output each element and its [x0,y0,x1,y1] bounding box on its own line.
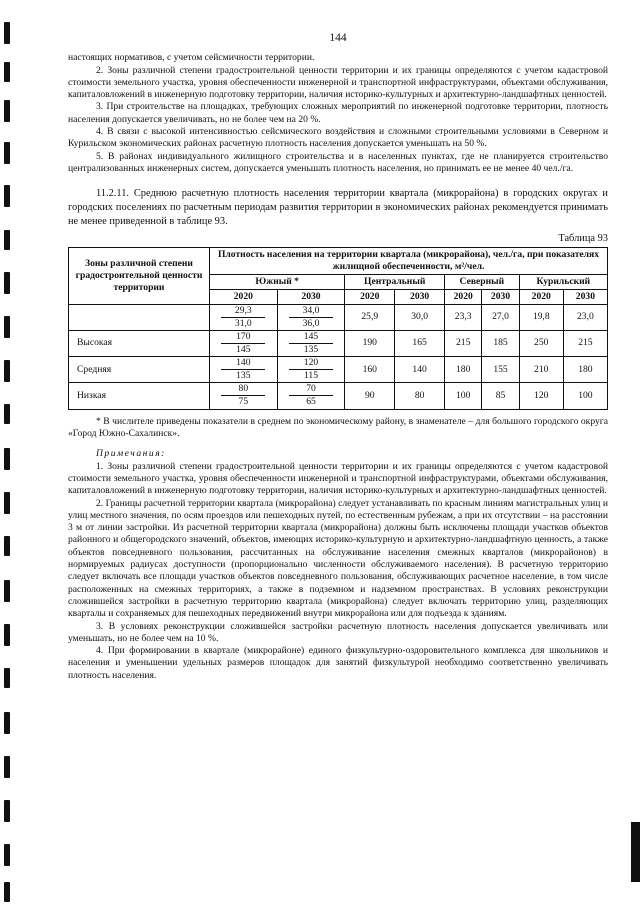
value-cell: 90 [345,383,395,409]
value-denominator: 75 [238,396,249,408]
density-table [68,247,608,410]
year-header: 2020 [210,289,278,304]
zone-cell [69,304,210,330]
value-cell: 25,9 [345,304,395,330]
note-paragraph: 4. При формировании в квартале (микрорайоне) единого физкультурно-оздоровительного комплекса для школьников и населения и уменьшении удельных размеров площадок для занятий физкультурой необходимо соответственно увеличивать плотность населения. [68,645,608,681]
value-cell: 27,0 [482,304,519,330]
value-denominator: 135 [236,370,251,382]
value-cell: 120 [519,383,563,409]
value-cell: 100 [445,383,482,409]
table-row [69,304,608,330]
value-cell: 160 [345,357,395,383]
note-paragraph: 1. Зоны различной степени градостроительной ценности территории и их границы определяются с учетом кадастровой стоимости земельного участка, уровня обеспеченности инженерной и транспортной инфраструктурами, объектами обслуживания, капиталовложений в инженерную подготовку территории, наличия историко-культурных и архитектурно-ландшафтных ценностей. [68,460,608,497]
year-header: 2020 [445,289,482,304]
paragraph: 2. Зоны различной степени градостроительной ценности территории и их границы определяются с учетом кадастровой стоимости земельного участка, уровня обеспеченности инженерной и транспортной инфраструктурами, объектами обслуживания, капиталовложений в инженерную подготовку территории, наличия историко-культурных и архитектурно-ландшафтных ценностей. [68,64,608,101]
value-numerator: 120 [289,357,333,370]
value-cell: 180 [563,357,607,383]
value-cell: 19,8 [519,304,563,330]
notes-title: Примечания: [96,448,166,460]
value-denominator: 135 [303,343,319,355]
value-cell: 30,0 [395,304,445,330]
value-cell: 155 [482,357,519,383]
value-cell: 85 [482,383,519,409]
page-number: 144 [329,32,347,44]
region-header: Центральный [345,274,445,289]
table-row [69,357,608,383]
value-cell: 23,3 [445,304,482,330]
note-paragraph: 2. Границы расчетной территории квартала (микрорайона) следует устанавливать по красным линиям магистральных улиц и улиц местного значения, по осям проездов или пешеходных путей, по естественным рубежам, а при их отсутствии – на расстоянии 3 м от линии застройки. Из расчетной территории квартала (микрорайона) должны быть исключены площади участков объектов районного и общегородского значений, объектов, имеющих историко-культурную и архитектурно-ландшафтную ценность, а также объектов повседневного пользования, рассчитанных на обслуживание населения смежных кварталов (микрорайонов) в нормируемых радиусах доступности (пропорционально численности обслуживаемого населения). В расчетную территорию следует включать все площади участков объектов повседневного пользования, обслуживающих расчетное население, в том числе расположенных на смежных территориях, а также в подземном и надземном пространствах. В условиях реконструкции сложившейся застройки в расчетную территорию квартала (микрорайона) следует включать территорию улиц, разделяющих кварталы и сохраняемых для пешеходных передвижений внутри микрорайона или для подъезда к зданиям. [68,497,608,620]
value-denominator: 115 [303,370,319,382]
value-denominator: 36,0 [302,317,320,329]
document-page [68,32,608,682]
lead-paragraph: 11.2.11. Среднюю расчетную плотность населения территории квартала (микрорайона) в городских округах и городских поселениях по расчетным периодам развития территории в экономических районах рекомендуется принимать не менее приведенной в таблице 93. [68,188,608,228]
table-footnote: * В числителе приведены показатели в среднем по экономическому району, в знаменателе – для большого городского округа «Город Южно-Сахалинск». [68,415,608,440]
value-cell: 23,0 [563,304,607,330]
table-row [69,330,608,356]
value-numerator: 80 [221,383,265,396]
value-cell: 215 [563,330,607,356]
year-header: 2020 [519,289,563,304]
region-header: Северный [445,274,520,289]
value-cell: 190 [345,330,395,356]
paragraph: 4. В связи с высокой интенсивностью сейсмического воздействия и сложными строительными условиями в Северном и Курильском экономических районах расчетную плотность населения допускается уменьшать на 50 %. [68,126,608,150]
zone-cell: Средняя [69,357,210,383]
paragraph: настоящих нормативов, с учетом сейсмичности территории. [68,52,315,64]
value-cell: 140 [395,357,445,383]
zone-cell: Низкая [69,383,210,409]
year-header: 2030 [563,289,607,304]
binder-holes [0,0,14,905]
value-denominator: 31,0 [234,317,252,329]
scan-edge-mark [631,822,640,882]
note-paragraph: 3. В условиях реконструкции сложившейся застройки расчетную плотность населения допускается увеличивать или уменьшать, но не более чем на 10 %. [68,620,608,644]
value-cell: 210 [519,357,563,383]
value-cell: 215 [445,330,482,356]
value-numerator: 145 [289,331,333,344]
year-header: 2030 [482,289,519,304]
zone-cell: Высокая [69,330,210,356]
paragraph: 5. В районах индивидуального жилищного строительства и в населенных пунктах, где не планируется строительство централизованных инженерных систем, допускается уменьшать плотность населения, но принимать ее не менее 40 чел./га. [68,150,608,174]
value-numerator: 140 [221,357,265,370]
region-header: Южный * [210,274,345,289]
density-header: Плотность населения на территории квартала (микрорайона), чел./га, при показателях жилищной обеспеченности, м²/чел. [210,247,608,274]
value-cell: 250 [519,330,563,356]
zone-header: Зоны различной степени градостроительной ценности территории [69,247,210,304]
value-denominator: 65 [306,396,316,408]
value-cell: 100 [563,383,607,409]
table-row [69,383,608,409]
value-numerator: 29,3 [221,305,265,318]
value-cell: 165 [395,330,445,356]
value-numerator: 34,0 [289,305,333,318]
year-header: 2030 [395,289,445,304]
value-numerator: 170 [221,331,265,344]
value-cell: 185 [482,330,519,356]
year-header: 2020 [345,289,395,304]
table-caption: Таблица 93 [558,233,608,245]
value-denominator: 145 [236,343,251,355]
paragraph: 3. При строительстве на площадках, требующих сложных мероприятий по инженерной подготовке территории, плотность населения допускается увеличивать, но не более чем на 20 %. [68,101,608,125]
year-header: 2030 [277,289,345,304]
region-header: Курильский [519,274,607,289]
value-cell: 80 [395,383,445,409]
value-cell: 180 [445,357,482,383]
value-numerator: 70 [289,383,333,396]
